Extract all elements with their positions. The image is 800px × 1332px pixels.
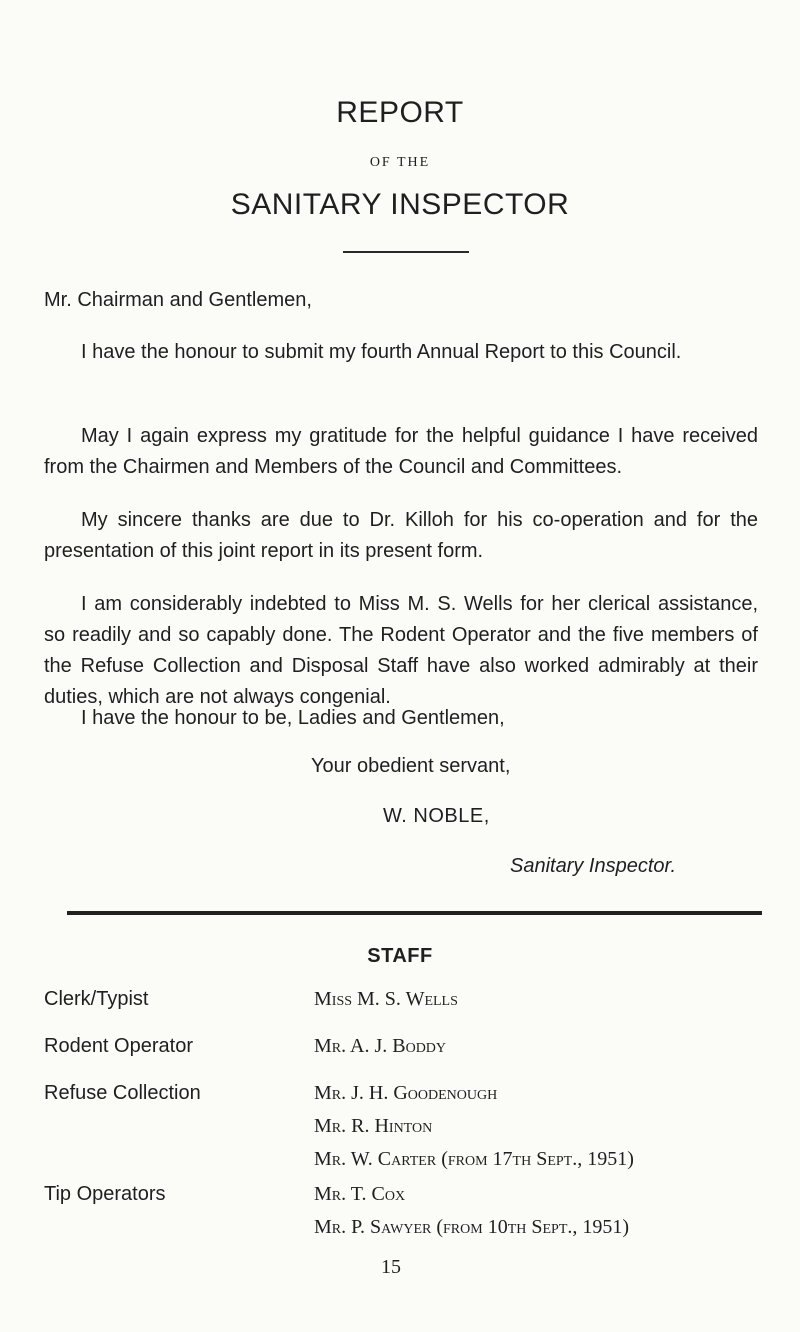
closing-line: I have the honour to be, Ladies and Gentlemen, — [81, 707, 505, 729]
title-connector: OF THE — [369, 155, 431, 170]
salutation: Mr. Chairman and Gentlemen, — [44, 289, 312, 311]
staff-role-refuse: Refuse Collection — [44, 1082, 201, 1104]
paragraph-2: May I again express my gratitude for the helpful guidance I have received from the Chairmen and Members of the Council and Committees. — [44, 425, 758, 478]
staff-role-tip: Tip Operators — [44, 1183, 166, 1205]
title-divider — [343, 251, 469, 253]
staff-member: Mr. A. J. Boddy — [314, 1035, 447, 1057]
staff-heading: STAFF — [367, 945, 433, 967]
paragraph-1: I have the honour to submit my fourth Annual Report to this Council. — [81, 341, 682, 363]
staff-member: Mr. W. Carter (from 17th Sept., 1951) — [314, 1148, 634, 1170]
paragraph-3: My sincere thanks are due to Dr. Killoh for his co-operation and for the presentation of this joint report in its present form. — [44, 509, 758, 562]
staff-role-clerk: Clerk/Typist — [44, 988, 149, 1010]
page-number: 15 — [381, 1256, 401, 1278]
signature-name: W. NOBLE, — [383, 805, 490, 827]
staff-member: Mr. T. Cox — [314, 1183, 406, 1205]
section-divider — [67, 911, 762, 915]
valediction: Your obedient servant, — [311, 755, 511, 777]
staff-member: Mr. P. Sawyer (from 10th Sept., 1951) — [314, 1216, 630, 1238]
signature-title: Sanitary Inspector. — [510, 855, 677, 877]
staff-member: Mr. R. Hinton — [314, 1115, 433, 1137]
staff-role-rodent: Rodent Operator — [44, 1035, 193, 1057]
report-title: REPORT — [336, 96, 464, 129]
staff-member: Miss M. S. Wells — [314, 988, 458, 1010]
report-subtitle: SANITARY INSPECTOR — [230, 188, 570, 221]
staff-member: Mr. J. H. Goodenough — [314, 1082, 498, 1104]
paragraph-4: I am considerably indebted to Miss M. S. Wells for her clerical assistance, so readily and so capably done. The Rodent Operator and the five members of the Refuse Collection and Disposal Staff have also worked admirably at their duties, which are not always congenial. — [44, 593, 758, 708]
